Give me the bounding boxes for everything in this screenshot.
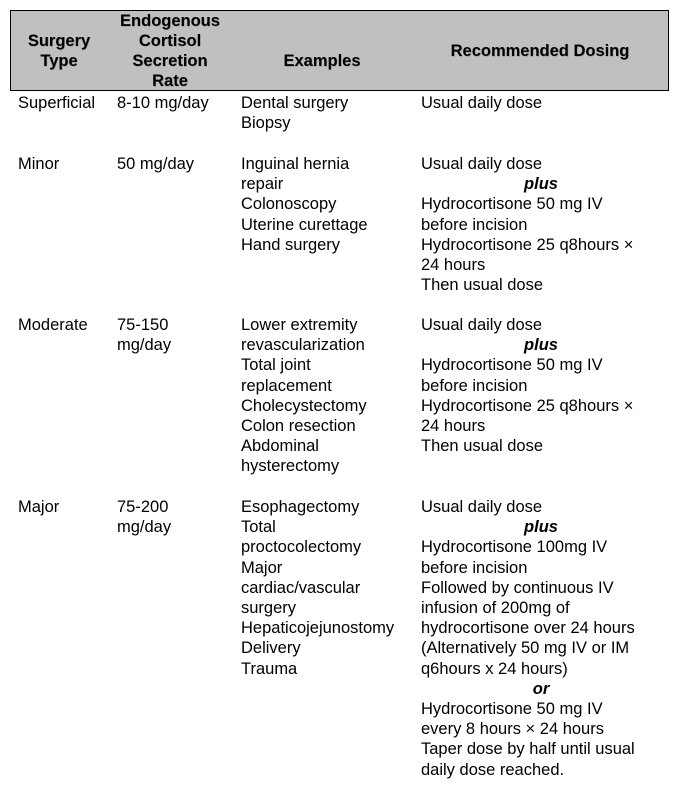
- row-superficial-dosing: Usual daily dose: [421, 94, 543, 112]
- row-minor-rate: 50 mg/day: [117, 155, 195, 173]
- row-major-rate: 75-200 mg/day: [117, 498, 172, 537]
- header-secretion-rate: Endogenous Cortisol Secretion Rate: [120, 12, 220, 90]
- header-recommended-dosing: Recommended Dosing: [450, 42, 630, 60]
- row-superficial-examples: Dental surgery Biopsy: [241, 94, 349, 133]
- row-moderate-type: Moderate: [18, 316, 88, 334]
- header-surgery-type: Surgery Type: [27, 32, 91, 70]
- row-superficial-type: Superficial: [18, 94, 96, 112]
- row-major-examples: Esophagectomy Total proctocolectomy Major cardiac/vascular surgery Hepaticojejunostomy Delivery Trauma: [241, 498, 395, 678]
- row-minor-type: Minor: [18, 155, 60, 173]
- row-moderate-examples: Lower extremity revascularization Total joint replacement Cholecystectomy Colon resection Abdominal hysterectomy: [241, 316, 367, 476]
- row-superficial-rate: 8-10 mg/day: [117, 94, 209, 112]
- row-moderate-rate: 75-150 mg/day: [117, 316, 172, 355]
- header-examples: Examples: [283, 52, 361, 70]
- row-minor-dosing: Usual daily dose plus Hydrocortisone 50 mg IV before incision Hydrocortisone 25 q8hours × 24 hours Then usual dose: [421, 155, 634, 295]
- row-moderate-dosing: Usual daily dose plus Hydrocortisone 50 mg IV before incision Hydrocortisone 25 q8hours × 24 hours Then usual dose: [421, 316, 634, 456]
- row-minor-examples: Inguinal hernia repair Colonoscopy Uterine curettage Hand surgery: [241, 155, 368, 254]
- row-major-dosing: Usual daily dose plus Hydrocortisone 100mg IV before incision Followed by continuous IV infusion of 200mg of hydrocortisone over 24 hours (Alternatively 50 mg IV or IM q6hours x 24 hours) or Hydrocortisone 50 mg IV every 8 hours × 24 hours Taper dose by half until usual daily dose reached.: [421, 498, 635, 779]
- row-major-type: Major: [18, 498, 60, 516]
